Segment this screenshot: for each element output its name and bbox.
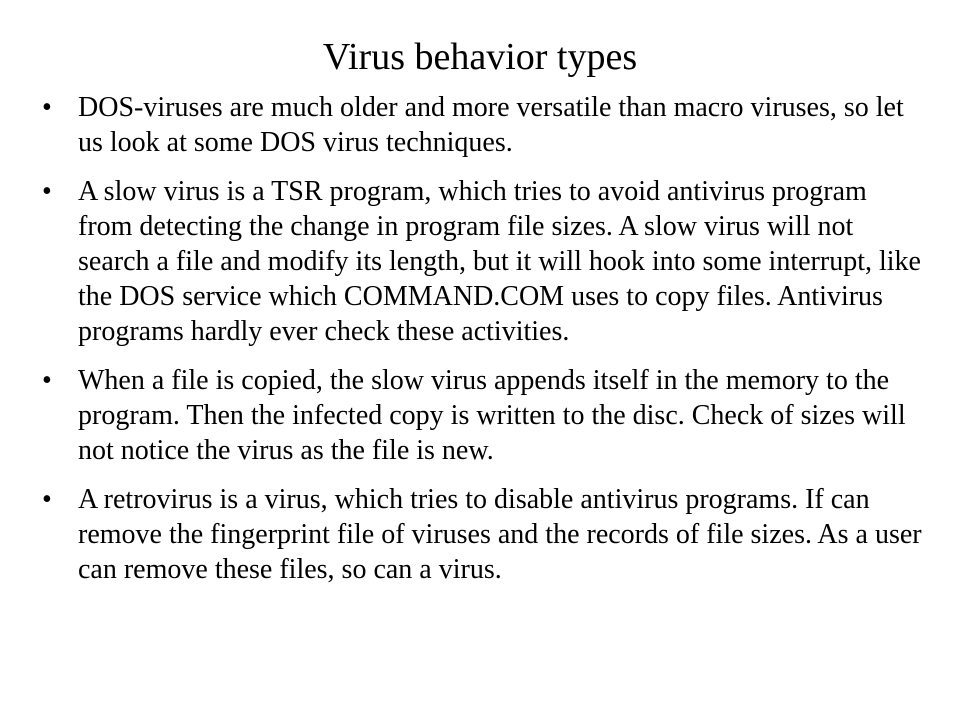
bullet-dot-icon: • [42,365,52,396]
bullet-text: When a file is copied, the slow virus appends itself in the memory to the program. Then the infected copy is written to the disc. Check of sizes will not notice the virus as the file is new. [78,365,906,466]
bullet-text: A retrovirus is a virus, which tries to disable antivirus programs. If can remove the fingerprint file of viruses and the records of file sizes. As a user can remove these files, so can a virus. [78,484,922,585]
bullet-list [38,90,928,601]
bullet-dot-icon: • [42,176,52,207]
bullet-text: DOS-viruses are much older and more versatile than macro viruses, so let us look at some DOS virus techniques. [78,92,904,158]
bullet-dot-icon: • [42,484,52,515]
bullet-item [38,363,928,468]
slide-title: Virus behavior types [322,36,638,78]
bullet-item [38,482,928,587]
bullet-item [38,90,928,160]
bullet-item [38,174,928,349]
bullet-text: A slow virus is a TSR program, which tries to avoid antivirus program from detecting the change in program file sizes. A slow virus will not search a file and modify its length, but it will hook into some interrupt, like the DOS service which COMMAND.COM uses to copy files. Antivirus programs hardly ever check these activities. [78,176,921,347]
bullet-dot-icon: • [42,92,52,123]
